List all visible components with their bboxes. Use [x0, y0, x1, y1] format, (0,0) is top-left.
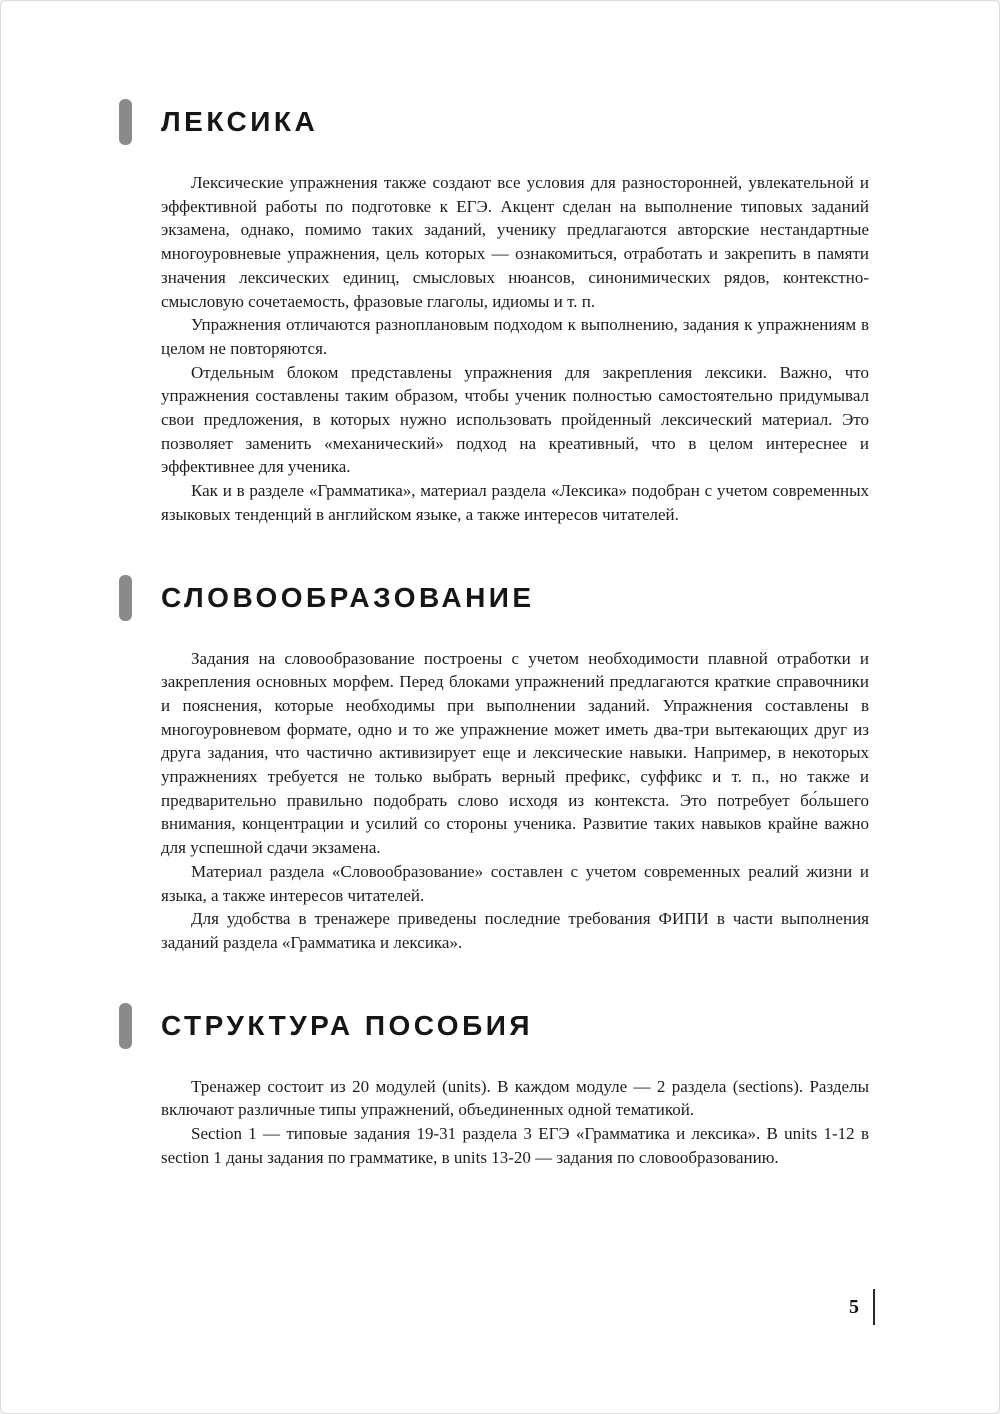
- page-number-rule: [873, 1289, 875, 1325]
- page-footer: [849, 1289, 875, 1325]
- section-heading-row: [119, 575, 869, 621]
- paragraph: Для удобства в тренажере приведены последние требования ФИПИ в части выполнения заданий раздела «Грамматика и лексика».: [161, 909, 869, 952]
- paragraph: Лексические упражнения также создают все условия для разносторонней, увлекательной и эффективной работы по подготовке к ЕГЭ. Акцент сделан на выполнение типовых заданий экзамена, однако, помимо таких заданий, ученику предлагаются авторские нестандартные многоуровневые упражнения, цель которых — ознакомиться, отработать и закрепить в памяти значения лексических единиц, смысловых нюансов, синонимических рядов, контекстно-смысловую сочетаемость, фразовые глаголы, идиомы и т. п.: [161, 173, 869, 311]
- paragraph: Как и в разделе «Грамматика», материал раздела «Лексика» подобран с учетом современных языковых тенденций в английском языке, а также интересов читателей.: [161, 481, 869, 524]
- paragraph: Section 1 — типовые задания 19-31 раздела 3 ЕГЭ «Грамматика и лексика». В units 1-12 в section 1 даны задания по грамматике, в units 13-20 — задания по словообразованию.: [161, 1124, 869, 1167]
- heading-accent-bar: [119, 575, 132, 621]
- section-heading: ЛЕКСИКА: [161, 106, 319, 137]
- section-heading-row: [119, 1003, 869, 1049]
- paragraph: Отдельным блоком представлены упражнения для закрепления лексики. Важно, что упражнения составлены таким образом, чтобы ученик полностью самостоятельно придумывал свои предложения, в которых нужно использовать пройденный лексический материал. Это позволяет заменить «механический» подход на креативный, что в целом интереснее и эффективнее для ученика.: [161, 362, 869, 477]
- section-heading: СТРУКТУРА ПОСОБИЯ: [161, 1009, 533, 1041]
- paragraph: Упражнения отличаются разноплановым подходом к выполнению, задания к упражнениям в целом не повторяются.: [161, 315, 869, 358]
- section-slovoobrazovanie: [161, 575, 869, 955]
- page-number: 5: [849, 1295, 859, 1318]
- section-heading-row: [119, 99, 869, 145]
- heading-accent-bar: [119, 99, 132, 145]
- paragraph: Тренажер состоит из 20 модулей (units). В каждом модуле — 2 раздела (sections). Разделы включают различные типы упражнений, объединенных одной тематикой.: [161, 1076, 869, 1120]
- paragraph: Задания на словообразование построены с учетом необходимости плавной отработки и закрепления основных морфем. Перед блоками упражнений предлагаются краткие справочники и пояснения, которые необходимы при выполнении заданий. Упражнения составлены в многоуровневом формате, одно и то же упражнение может иметь два-три вытекающих друг из друга задания, что частично активизирует еще и лексические навыки. Например, в некоторых упражнениях требуется не только выбрать верный префикс, суффикс и т. п., но также и предварительно правильно подобрать слово исходя из контекста. Это потребует бо́льшего внимания, концентрации и усилий со стороны ученика. Развитие таких навыков крайне важно для успешной сдачи экзамена.: [161, 648, 869, 858]
- section-heading: СЛОВООБРАЗОВАНИЕ: [161, 581, 535, 613]
- paragraph: Материал раздела «Словообразование» составлен с учетом современных реалий жизни и языка, а также интересов читателей.: [161, 861, 869, 905]
- heading-accent-bar: [119, 1003, 132, 1049]
- section-lexika: [161, 99, 869, 527]
- section-struktura-posobiya: [161, 1003, 869, 1170]
